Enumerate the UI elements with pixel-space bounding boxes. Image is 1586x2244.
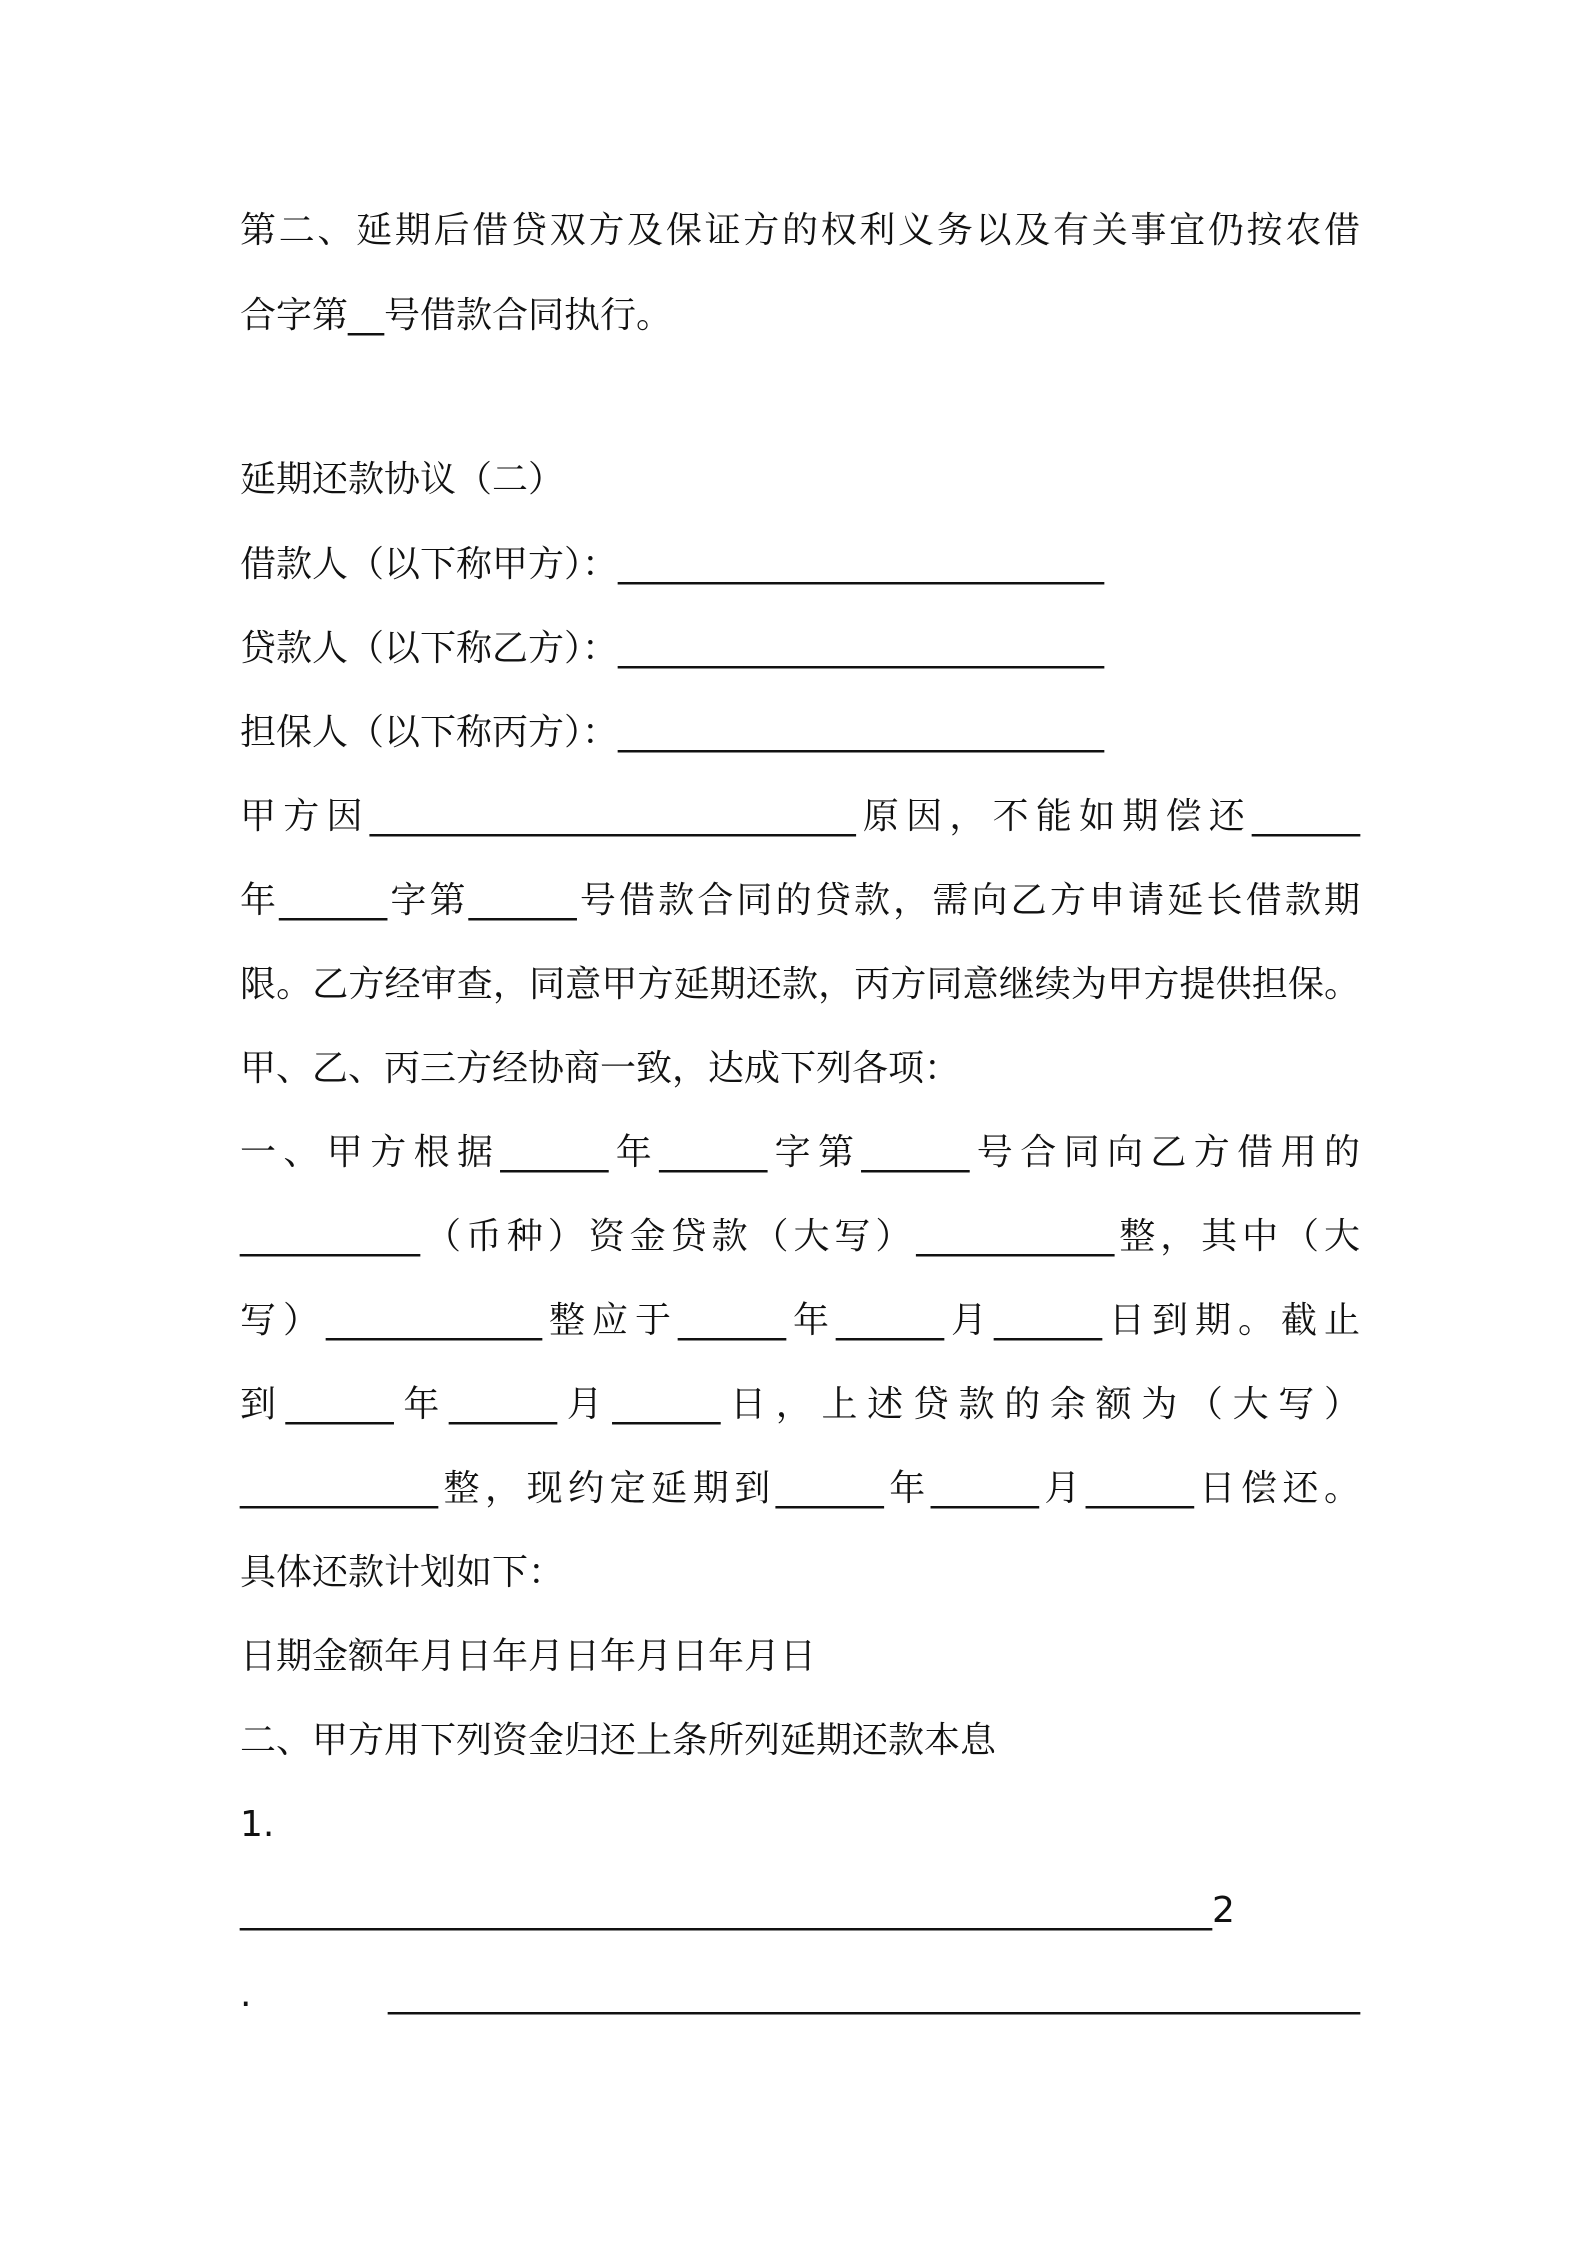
clause-2-line-1: 第二、延期后借贷双方及保证方的权利义务以及有关事宜仍按农借 xyxy=(240,210,1360,251)
preamble-line-4: 甲、乙、丙三方经协商一致，达成下列各项： xyxy=(240,1048,961,1089)
guarantor-line: 担保人（以下称丙方）：___________________________ xyxy=(240,712,1105,753)
article-2-item-1-label: 1. xyxy=(240,1804,275,1845)
borrower-line: 借款人（以下称甲方）：___________________________ xyxy=(240,544,1105,585)
preamble-line-3: 限。乙方经审查，同意甲方延期还款，丙方同意继续为甲方提供担保。 xyxy=(240,964,1360,1005)
article-1-line-3: 写）____________整应于______年______月______日到期。截止 xyxy=(240,1300,1360,1341)
article-2-item-2-blank: . ______________________________________________________ xyxy=(240,1974,1360,2015)
agreement-title: 延期还款协议（二） xyxy=(240,459,565,500)
article-1-line-4: 到______年______月______日，上述贷款的余额为（大写） xyxy=(240,1384,1360,1425)
article-1-line-2: __________（币种）资金贷款（大写）___________整，其中（大 xyxy=(240,1216,1360,1257)
clause-2-line-2: 合字第__号借款合同执行。 xyxy=(240,295,673,336)
article-1-line-5: ___________整，现约定延期到______年______月______日偿还。 xyxy=(240,1468,1360,1509)
article-1-line-1: 一、甲方根据______年______字第______号合同向乙方借用的 xyxy=(240,1132,1360,1173)
preamble-line-2: 年______字第______号借款合同的贷款，需向乙方申请延长借款期 xyxy=(240,880,1360,921)
article-2-item-1-blank: ______________________________________________________2 xyxy=(240,1890,1235,1931)
preamble-line-1: 甲方因___________________________原因，不能如期偿还______ xyxy=(240,796,1360,837)
repayment-plan-heading: 具体还款计划如下： xyxy=(240,1552,565,1593)
lender-line: 贷款人（以下称乙方）：___________________________ xyxy=(240,628,1105,669)
repayment-plan-table-text: 日期金额年月日年月日年月日年月日 xyxy=(240,1636,817,1677)
article-2-line-1: 二、甲方用下列资金归还上条所列延期还款本息 xyxy=(240,1720,997,1761)
